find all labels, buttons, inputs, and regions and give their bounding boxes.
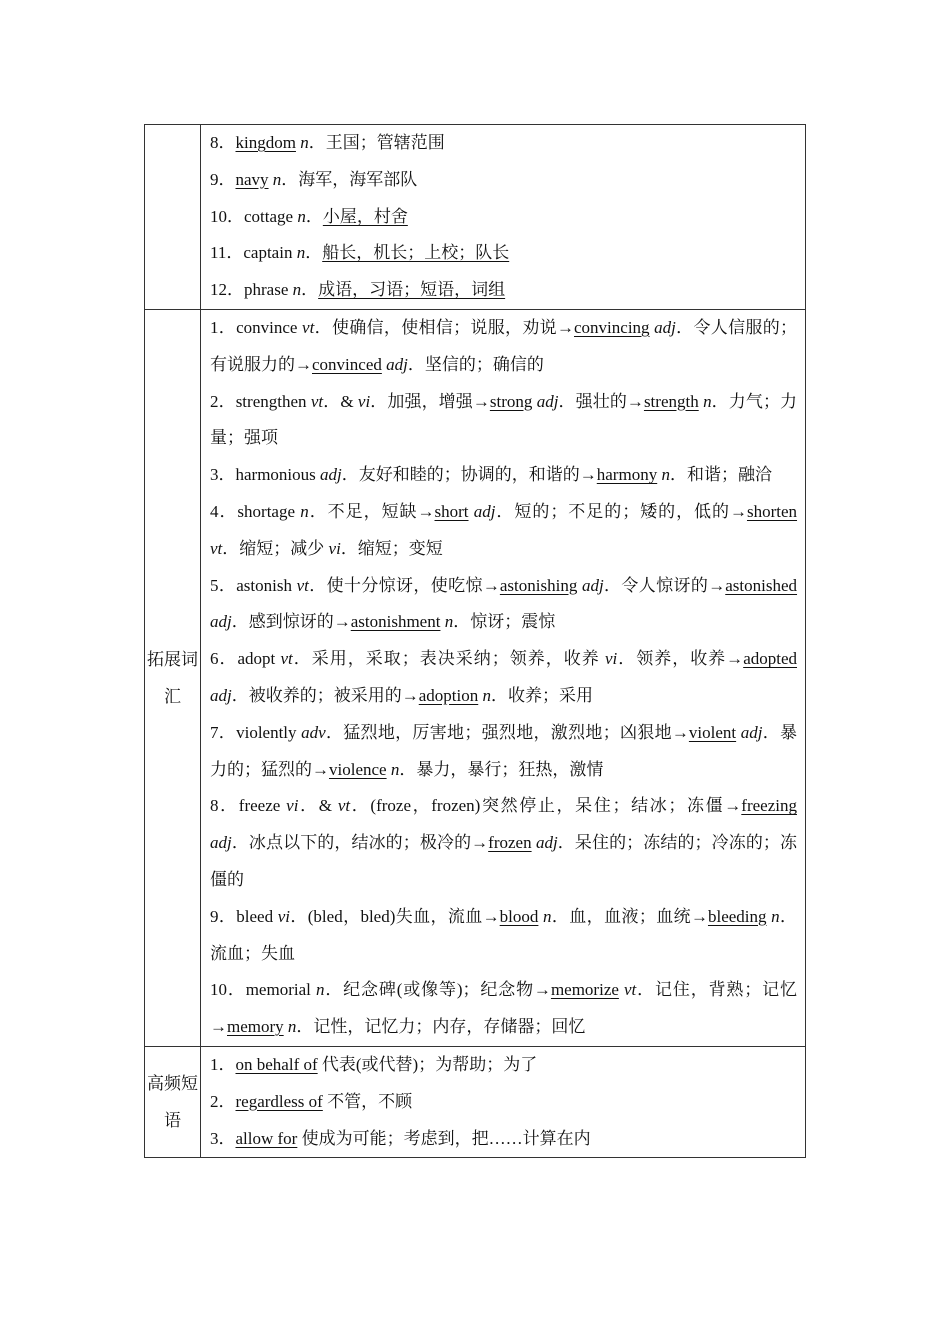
answer-term: astonished bbox=[725, 575, 798, 595]
answer-term: 小屋，村舍 bbox=[322, 206, 408, 226]
part-of-speech: n bbox=[444, 612, 454, 632]
part-of-speech: n bbox=[543, 906, 552, 926]
section-label: 拓展词汇 bbox=[145, 309, 201, 1046]
entry-text: ．流血；失血 bbox=[210, 906, 798, 963]
answer-term: astonishment bbox=[350, 612, 441, 632]
part-of-speech: vi bbox=[357, 391, 371, 411]
part-of-speech: adj bbox=[320, 465, 342, 485]
answer-term: blood bbox=[499, 906, 539, 926]
entry-text: 8．freeze bbox=[210, 796, 287, 816]
entry-text: 11．captain bbox=[210, 243, 297, 263]
answer-term: allow for bbox=[235, 1128, 298, 1148]
part-of-speech: vi bbox=[286, 796, 299, 816]
entry-text: ．领养，收养→ bbox=[617, 649, 744, 669]
part-of-speech: vt bbox=[280, 649, 293, 669]
entry-text: ．记性，记忆力；内存，存储器；回忆 bbox=[296, 1017, 586, 1037]
part-of-speech: n bbox=[287, 1017, 297, 1037]
entry-text: ．强壮的→ bbox=[558, 391, 644, 411]
entry-text: 9． bbox=[210, 169, 236, 189]
entry-text: 不管，不顾 bbox=[322, 1091, 413, 1111]
vocab-entry bbox=[210, 641, 797, 715]
part-of-speech: n bbox=[300, 133, 309, 152]
entry-text: ．猛烈地，厉害地；强烈地，激烈地；凶狠地→ bbox=[325, 722, 689, 742]
vocab-entry bbox=[210, 1121, 797, 1158]
entry-text: ．缩短；减少 bbox=[222, 538, 329, 558]
part-of-speech: adj bbox=[654, 317, 676, 337]
part-of-speech: adj bbox=[473, 501, 496, 521]
entry-text: 10．cottage bbox=[210, 206, 298, 226]
answer-term: strength bbox=[643, 391, 699, 411]
entry-text: ．暴力的；猛烈的→ bbox=[210, 722, 798, 779]
answer-term: freezing bbox=[741, 796, 797, 816]
answer-term: harmony bbox=[596, 465, 658, 485]
answer-term: memory bbox=[227, 1017, 284, 1037]
part-of-speech: vi bbox=[604, 649, 618, 669]
part-of-speech: n bbox=[482, 685, 491, 705]
answer-term: bleeding bbox=[707, 906, 767, 926]
entry-text: ．呆住的；冻结的；冷冻的；冻僵的 bbox=[210, 833, 798, 889]
entry-text: ．海军，海军部队 bbox=[281, 169, 418, 189]
section-row-core-words bbox=[145, 125, 806, 310]
answer-term: regardless of bbox=[235, 1091, 323, 1111]
answer-term: adoption bbox=[418, 685, 479, 705]
entry-text: ．不足，短缺→ bbox=[308, 501, 435, 521]
entry-text: ．坚信的；确信的 bbox=[407, 354, 544, 374]
entry-text: 7．violently bbox=[210, 722, 302, 742]
part-of-speech: n bbox=[272, 169, 282, 189]
entry-text: ．血，血液；血统→ bbox=[551, 906, 708, 926]
answer-term: convinced bbox=[312, 354, 382, 374]
section-row-high-frequency-phrases bbox=[145, 1046, 806, 1157]
entry-list bbox=[210, 125, 797, 309]
part-of-speech: n bbox=[315, 980, 325, 1000]
part-of-speech: n bbox=[296, 243, 306, 263]
entry-text: ．(froze，frozen)突然停止，呆住；结冰；冻僵→ bbox=[350, 796, 742, 816]
entry-text: ．友好和睦的；协调的，和谐的→ bbox=[341, 465, 597, 485]
entry-text: ．冰点以下的，结冰的；极冷的→ bbox=[231, 833, 489, 853]
vocab-entry bbox=[210, 568, 797, 642]
answer-term: violent bbox=[688, 722, 737, 742]
entry-text: 9．bleed bbox=[210, 906, 278, 926]
section-body bbox=[201, 125, 806, 310]
vocab-entry bbox=[210, 125, 797, 162]
answer-term: strong bbox=[489, 391, 533, 411]
vocab-entry bbox=[210, 162, 797, 199]
answer-term: violence bbox=[329, 759, 387, 779]
part-of-speech: n bbox=[292, 280, 302, 300]
entry-text: ．缩短；变短 bbox=[340, 538, 443, 558]
part-of-speech: n bbox=[300, 501, 309, 521]
entry-text: 10．memorial bbox=[210, 980, 316, 1000]
entry-text: ．短的；不足的；矮的，低的→ bbox=[495, 501, 747, 521]
part-of-speech: vt bbox=[310, 391, 324, 411]
part-of-speech: n bbox=[771, 906, 780, 926]
entry-text: 1． bbox=[210, 1054, 236, 1074]
vocab-entry bbox=[210, 715, 797, 789]
vocab-entry bbox=[210, 494, 797, 568]
entry-list bbox=[210, 1047, 797, 1157]
part-of-speech: adj bbox=[536, 391, 559, 411]
entry-text: ．加强，增强→ bbox=[370, 391, 490, 411]
part-of-speech: n bbox=[703, 391, 712, 411]
entry-text: 4．shortage bbox=[210, 501, 301, 521]
answer-term: 成语，习语；短语，词组 bbox=[318, 280, 506, 300]
entry-text: 2．strengthen bbox=[210, 391, 311, 411]
entry-text: ．令人信服的；有说服力的→ bbox=[210, 317, 798, 374]
section-row-extended-vocabulary bbox=[145, 309, 806, 1046]
entry-text: ．使确信，使相信；说服，劝说→ bbox=[314, 317, 574, 337]
entry-text: ．记住，背熟；记忆→ bbox=[210, 980, 798, 1037]
entry-text: ．暴力，暴行；狂热，激情 bbox=[399, 759, 604, 779]
entry-text: ．使十分惊讶，使吃惊→ bbox=[308, 575, 500, 595]
vocab-entry bbox=[210, 1084, 797, 1121]
vocab-entry bbox=[210, 1047, 797, 1084]
vocab-entry bbox=[210, 788, 797, 898]
entry-text: ．(bled，bled)失血，流血→ bbox=[290, 906, 500, 926]
part-of-speech: vi bbox=[328, 538, 341, 558]
entry-text: 12．phrase bbox=[210, 280, 293, 300]
answer-term: frozen bbox=[488, 833, 532, 853]
answer-term: short bbox=[434, 501, 469, 521]
entry-text: ．感到惊讶的→ bbox=[231, 612, 351, 632]
entry-text: ．和谐；融洽 bbox=[669, 465, 772, 485]
answer-term: adopted bbox=[743, 649, 798, 669]
section-label: 高频短语 bbox=[145, 1046, 201, 1157]
entry-text: 代表(或代替)；为帮助；为了 bbox=[317, 1054, 538, 1074]
entry-text: ．& bbox=[323, 391, 358, 411]
entry-text: ． bbox=[305, 243, 323, 263]
vocab-entry bbox=[210, 235, 797, 272]
answer-term: memorize bbox=[550, 980, 619, 1000]
part-of-speech: vt bbox=[337, 796, 351, 816]
part-of-speech: vt bbox=[210, 538, 223, 558]
part-of-speech: n bbox=[661, 465, 670, 485]
entry-text: ．& bbox=[298, 796, 338, 816]
vocab-entry bbox=[210, 199, 797, 236]
part-of-speech: adj bbox=[386, 354, 408, 374]
entry-text: ．惊讶；震惊 bbox=[453, 612, 556, 632]
vocab-entry bbox=[210, 384, 797, 458]
entry-text: 6．adopt bbox=[210, 649, 281, 669]
section-body bbox=[201, 1046, 806, 1157]
entry-list bbox=[210, 310, 797, 1046]
part-of-speech: vt bbox=[302, 317, 315, 337]
entry-text: 2． bbox=[210, 1091, 236, 1111]
entry-text: ． bbox=[305, 206, 323, 226]
entry-text: ．力气；力量；强项 bbox=[210, 391, 798, 448]
part-of-speech: n bbox=[390, 759, 400, 779]
entry-text: 5．astonish bbox=[210, 575, 297, 595]
vocabulary-table bbox=[144, 124, 806, 1158]
section-label bbox=[145, 125, 201, 310]
entry-text: ．被收养的；被采用的→ bbox=[231, 685, 419, 705]
entry-text: ．纪念碑(或像等)；纪念物→ bbox=[324, 980, 551, 1000]
entry-text: ．采用，采取；表决采纳；领养，收养 bbox=[292, 649, 605, 669]
entry-text: ．令人惊讶的→ bbox=[603, 575, 726, 595]
vocab-entry bbox=[210, 272, 797, 309]
vocab-entry bbox=[210, 972, 797, 1046]
part-of-speech: vt bbox=[624, 980, 637, 1000]
answer-term: 船长，机长；上校；队长 bbox=[322, 243, 510, 263]
answer-term: navy bbox=[235, 169, 269, 189]
answer-term: astonishing bbox=[499, 575, 578, 595]
part-of-speech: n bbox=[297, 206, 306, 226]
part-of-speech: adj bbox=[740, 722, 763, 742]
part-of-speech: vi bbox=[277, 906, 290, 926]
part-of-speech: adj bbox=[535, 833, 558, 853]
part-of-speech: adv bbox=[301, 722, 326, 742]
answer-term: on behalf of bbox=[235, 1054, 318, 1074]
part-of-speech: adj bbox=[210, 685, 232, 705]
vocab-entry bbox=[210, 899, 797, 973]
answer-term: shorten bbox=[746, 501, 798, 521]
entry-text: ．收养；采用 bbox=[490, 685, 593, 705]
answer-term: kingdom bbox=[235, 133, 296, 152]
vocab-entry bbox=[210, 310, 797, 384]
section-body bbox=[201, 309, 806, 1046]
entry-text: 8． bbox=[210, 133, 236, 152]
answer-term: convincing bbox=[574, 317, 650, 337]
part-of-speech: adj bbox=[210, 833, 232, 853]
entry-text: 1．convince bbox=[210, 317, 303, 337]
vocab-entry bbox=[210, 457, 797, 494]
entry-text: ．王国；管辖范围 bbox=[308, 133, 445, 152]
entry-text: 使成为可能；考虑到，把……计算在内 bbox=[297, 1128, 591, 1148]
part-of-speech: adj bbox=[581, 575, 604, 595]
entry-text: 3． bbox=[210, 1128, 236, 1148]
part-of-speech: vt bbox=[296, 575, 309, 595]
entry-text: 3．harmonious bbox=[210, 465, 321, 485]
entry-text: ． bbox=[301, 280, 319, 300]
part-of-speech: adj bbox=[210, 612, 232, 632]
